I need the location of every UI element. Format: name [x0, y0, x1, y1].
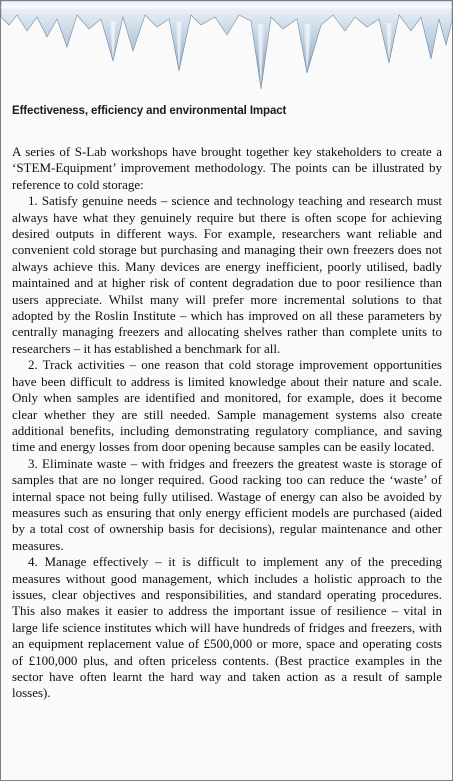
intro-paragraph: A series of S-Lab workshops have brought together key stakeholders to create a ‘STEM-Equipment’ improvement methodology. The points can be illustrated by reference to cold storage: — [12, 144, 442, 192]
article-body — [12, 144, 442, 702]
list-item: 3. Eliminate waste – with fridges and freezers the greatest waste is storage of samples that are no longer required. Good racking too can reduce the ‘waste’ of internal space not being fully utilised. Wastage of energy can also be avoided by measures such as ensuring that only energy efficient models are purchased (aided by a total cost of ownership basis for decisions), regular maintenance and other measures. — [12, 455, 442, 553]
list-item: 2. Track activities – one reason that cold storage improvement opportunities have been difficult to address is limited knowledge about their nature and scale. Only when samples are identified and monitored, for example, does it become clear whether they are still needed. Sample management systems also create additional benefits, including demonstrating regulatory compliance, and saving time and energy losses from door opening because samples can be easily located. — [12, 357, 442, 455]
section-heading: Effectiveness, efficiency and environmental Impact — [12, 105, 287, 117]
list-item: 1. Satisfy genuine needs – science and technology teaching and research must always have what they genuinely require but there is often scope for achieving desired outputs in different ways. For example, researchers want reliable and convenient cold storage but purchasing and managing their own freezers does not always achieve this. Many devices are energy inefficient, poorly utilised, badly maintained and at higher risk of content degradation due to poor resilience than users appreciate. Whilst many will prefer more incremental solutions to that adopted by the Roslin Institute – which has improved on all these parameters by centrally managing freezers and allocating shelves rather than complete units to researchers – it has established a benchmark for all. — [12, 193, 442, 356]
list-item: 4. Manage effectively – it is difficult to implement any of the preceding measures without good management, which includes a holistic approach to the issues, clear objectives and responsibilities, and standard operating procedures. This also makes it easier to address the important issue of resilience – vital in large life science institutes which will have hundreds of fridges and freezers, with an equipment replacement value of £500,000 or more, space and operating costs of £100,000 plus, and often priceless contents. (Best practice examples in the sector have often learnt the hard way and taken action as a result of sample losses). — [12, 554, 442, 701]
icicles-image — [1, 1, 452, 111]
